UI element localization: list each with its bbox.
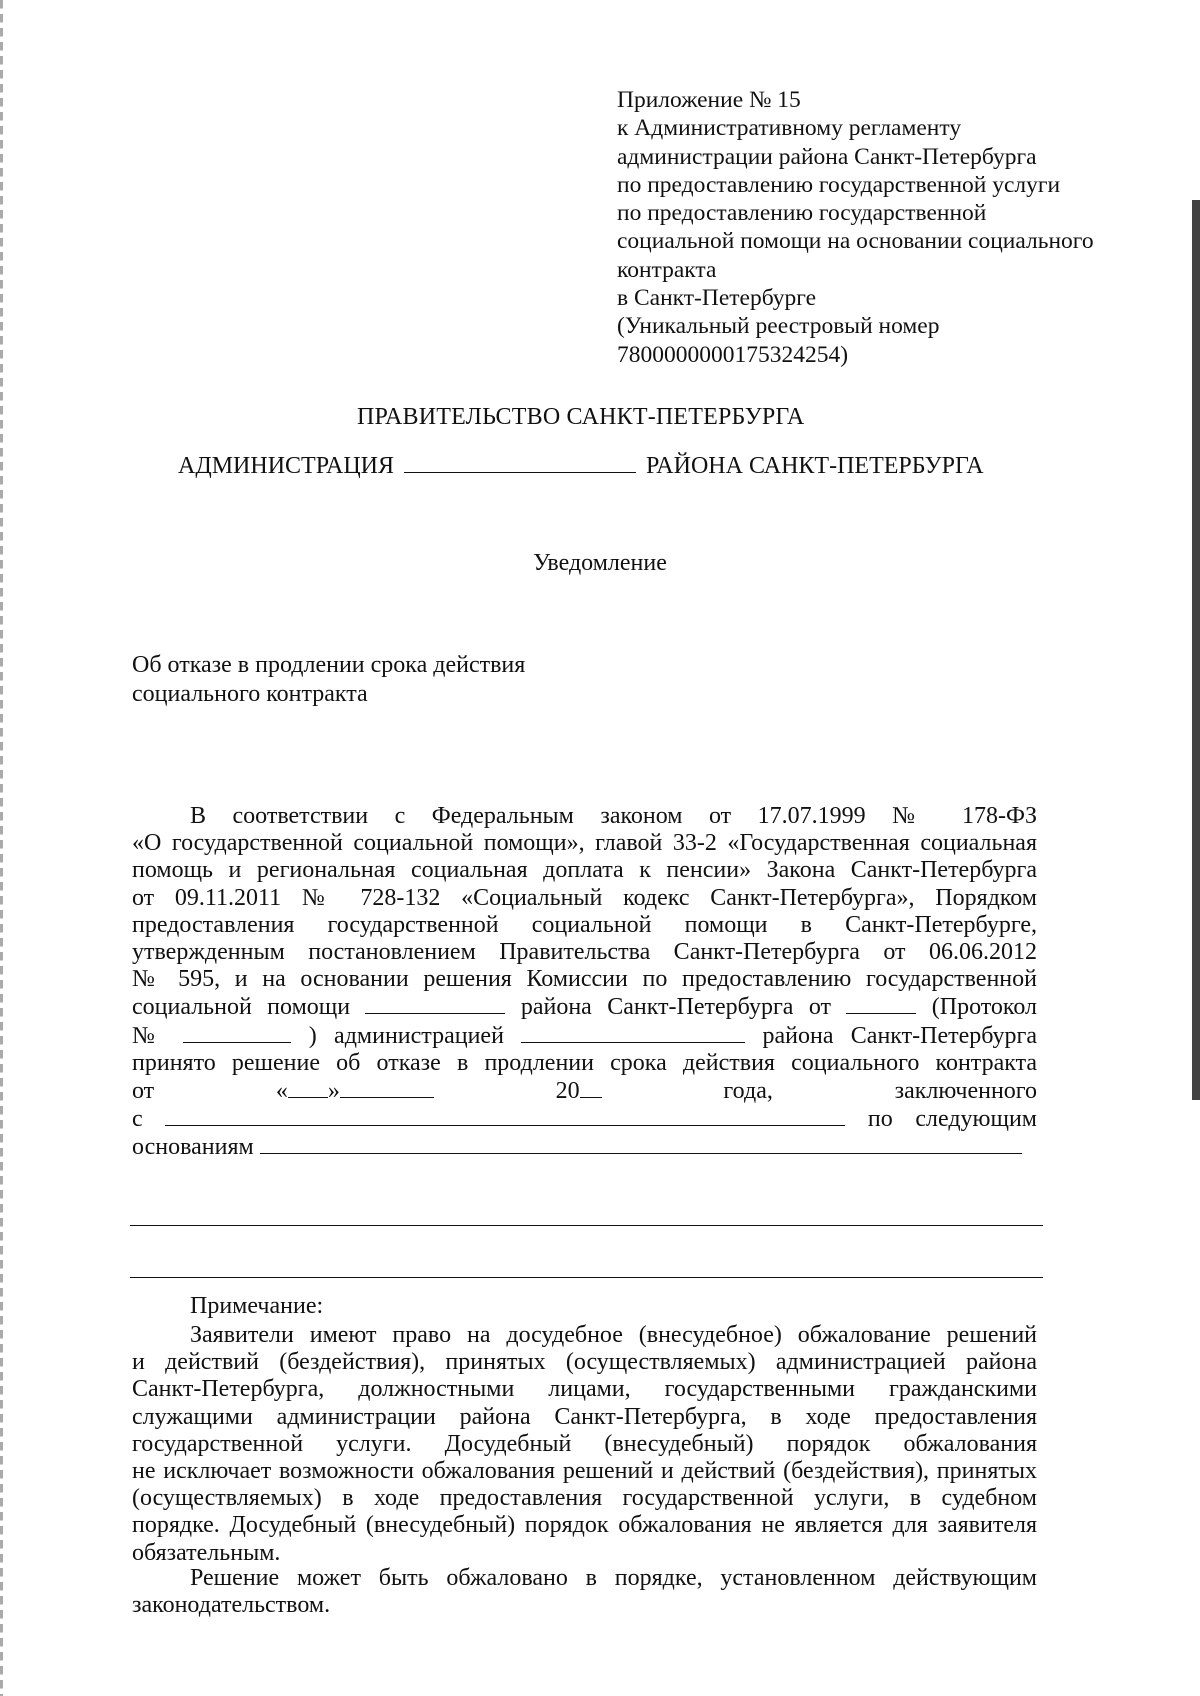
appendix-line: по предоставлению государственной xyxy=(617,200,987,227)
appeal-paragraph xyxy=(132,1565,1037,1619)
district-blank xyxy=(521,1022,745,1043)
body-line-commission xyxy=(132,993,1037,1021)
note-line: и действий (бездействия), принятых (осуществляемых) администрацией района xyxy=(132,1349,1037,1376)
note-line: Заявители имеют право на досудебное (внесудебное) обжалование решений xyxy=(190,1322,1037,1348)
scan-edge-right xyxy=(1192,200,1200,1100)
body-line: принято решение об отказе в продлении срока действия социального контракта xyxy=(132,1049,1037,1076)
government-heading: ПРАВИТЕЛЬСТВО САНКТ-ПЕТЕРБУРГА xyxy=(357,404,805,430)
text-fragment: с xyxy=(132,1106,143,1133)
body-line-date xyxy=(132,1077,1037,1105)
month-blank xyxy=(340,1077,434,1098)
note-line: Санкт-Петербурга, должностными лицами, государственными гражданскими xyxy=(132,1376,1037,1403)
appendix-line: 7800000000175324254) xyxy=(617,341,849,368)
text-fragment: следующим xyxy=(915,1106,1037,1133)
grounds-blank xyxy=(260,1133,1022,1154)
appendix-line: Приложение № 15 xyxy=(617,87,801,113)
text-fragment: основаниям xyxy=(132,1134,254,1161)
note-line: (осуществляемых) в ходе предоставления государственной услуги, в судебном xyxy=(132,1485,1037,1512)
text-fragment: района Санкт-Петербурга xyxy=(762,1022,1038,1049)
text-fragment: (Протокол xyxy=(931,994,1038,1021)
note-line: государственной услуги. Досудебный (внесудебный) порядок обжалования xyxy=(132,1430,1037,1457)
body-line-party xyxy=(132,1105,1037,1133)
note-line: служащими администрации района Санкт-Петербурга, в ходе предоставления xyxy=(132,1403,1037,1430)
subject-line: Об отказе в продлении срока действия xyxy=(132,652,526,678)
note-line: обязательным. xyxy=(132,1539,281,1566)
notice-title: Уведомление xyxy=(533,550,667,576)
text-fragment: района Санкт-Петербурга от xyxy=(520,994,831,1021)
party-blank xyxy=(165,1105,845,1126)
administration-heading xyxy=(178,453,984,480)
text-fragment: от xyxy=(132,1078,155,1105)
appendix-block xyxy=(617,86,1157,369)
body-line-grounds xyxy=(132,1133,1037,1161)
subject-line: социального контракта xyxy=(132,681,368,707)
date-year: 20 xyxy=(556,1078,602,1104)
body-line: В соответствии с Федеральным законом от 17.07.1999 № 178-ФЗ xyxy=(190,803,1037,829)
appendix-line: к Административному регламенту xyxy=(617,115,962,142)
text-fragment: № xyxy=(132,1022,167,1049)
year-blank xyxy=(580,1077,602,1098)
appendix-line: по предоставлению государственной услуги xyxy=(617,171,1061,198)
appendix-line: (Уникальный реестровый номер xyxy=(617,313,940,340)
appeal-line: законодательством. xyxy=(132,1592,331,1619)
body-line: от 09.11.2011 № 728-132 «Социальный кодекс Санкт-Петербурга», Порядком xyxy=(132,884,1037,911)
date-day: « » xyxy=(276,1078,434,1104)
notice-subject xyxy=(132,651,525,709)
body-line-protocol xyxy=(132,1022,1037,1050)
body-line: «О государственной социальной помощи», главой 33-2 «Государственная социальная xyxy=(132,830,1037,857)
appendix-line: администрации района Санкт-Петербурга xyxy=(617,143,1037,170)
grounds-blank-line xyxy=(130,1277,1043,1278)
note-line: порядке. Досудебный (внесудебный) порядок обжалования не является для заявителя xyxy=(132,1512,1037,1539)
appeal-line: Решение может быть обжаловано в порядке, установленном действующим xyxy=(190,1565,1037,1591)
district-blank xyxy=(404,471,636,473)
body-line: № 595, и на основании решения Комиссии по предоставлению государственной xyxy=(132,966,1037,993)
note-paragraph xyxy=(132,1322,1037,1567)
appendix-line: социальной помощи на основании социального xyxy=(617,228,1094,255)
scan-edge-left xyxy=(0,0,3,1696)
text-fragment: по xyxy=(867,1106,893,1133)
grounds-blank-line xyxy=(130,1225,1043,1226)
note-heading: Примечание: xyxy=(190,1293,324,1319)
date-blank xyxy=(846,993,916,1014)
appendix-line: в Санкт-Петербурге xyxy=(617,285,817,312)
day-blank xyxy=(288,1077,328,1098)
body-paragraph xyxy=(132,803,1037,1162)
administration-label: АДМИНИСТРАЦИЯ xyxy=(178,453,394,479)
appendix-line: контракта xyxy=(617,256,717,283)
text-fragment: года, xyxy=(723,1078,773,1105)
note-line: не исключает возможности обжалования решений и действий (бездействия), принятых xyxy=(132,1458,1037,1485)
text-fragment: заключенного xyxy=(894,1078,1038,1105)
protocol-number-blank xyxy=(183,1022,291,1043)
district-blank xyxy=(365,993,505,1014)
text-fragment: ) администрацией xyxy=(308,1022,504,1049)
district-label: РАЙОНА САНКТ-ПЕТЕРБУРГА xyxy=(646,453,984,479)
body-line: помощь и региональная социальная доплата к пенсии» Закона Санкт-Петербурга xyxy=(132,857,1037,884)
text-fragment: социальной помощи xyxy=(132,994,351,1021)
body-line: утвержденным постановлением Правительства Санкт-Петербурга от 06.06.2012 xyxy=(132,939,1037,966)
body-line: предоставления государственной социальной помощи в Санкт-Петербурге, xyxy=(132,911,1037,938)
